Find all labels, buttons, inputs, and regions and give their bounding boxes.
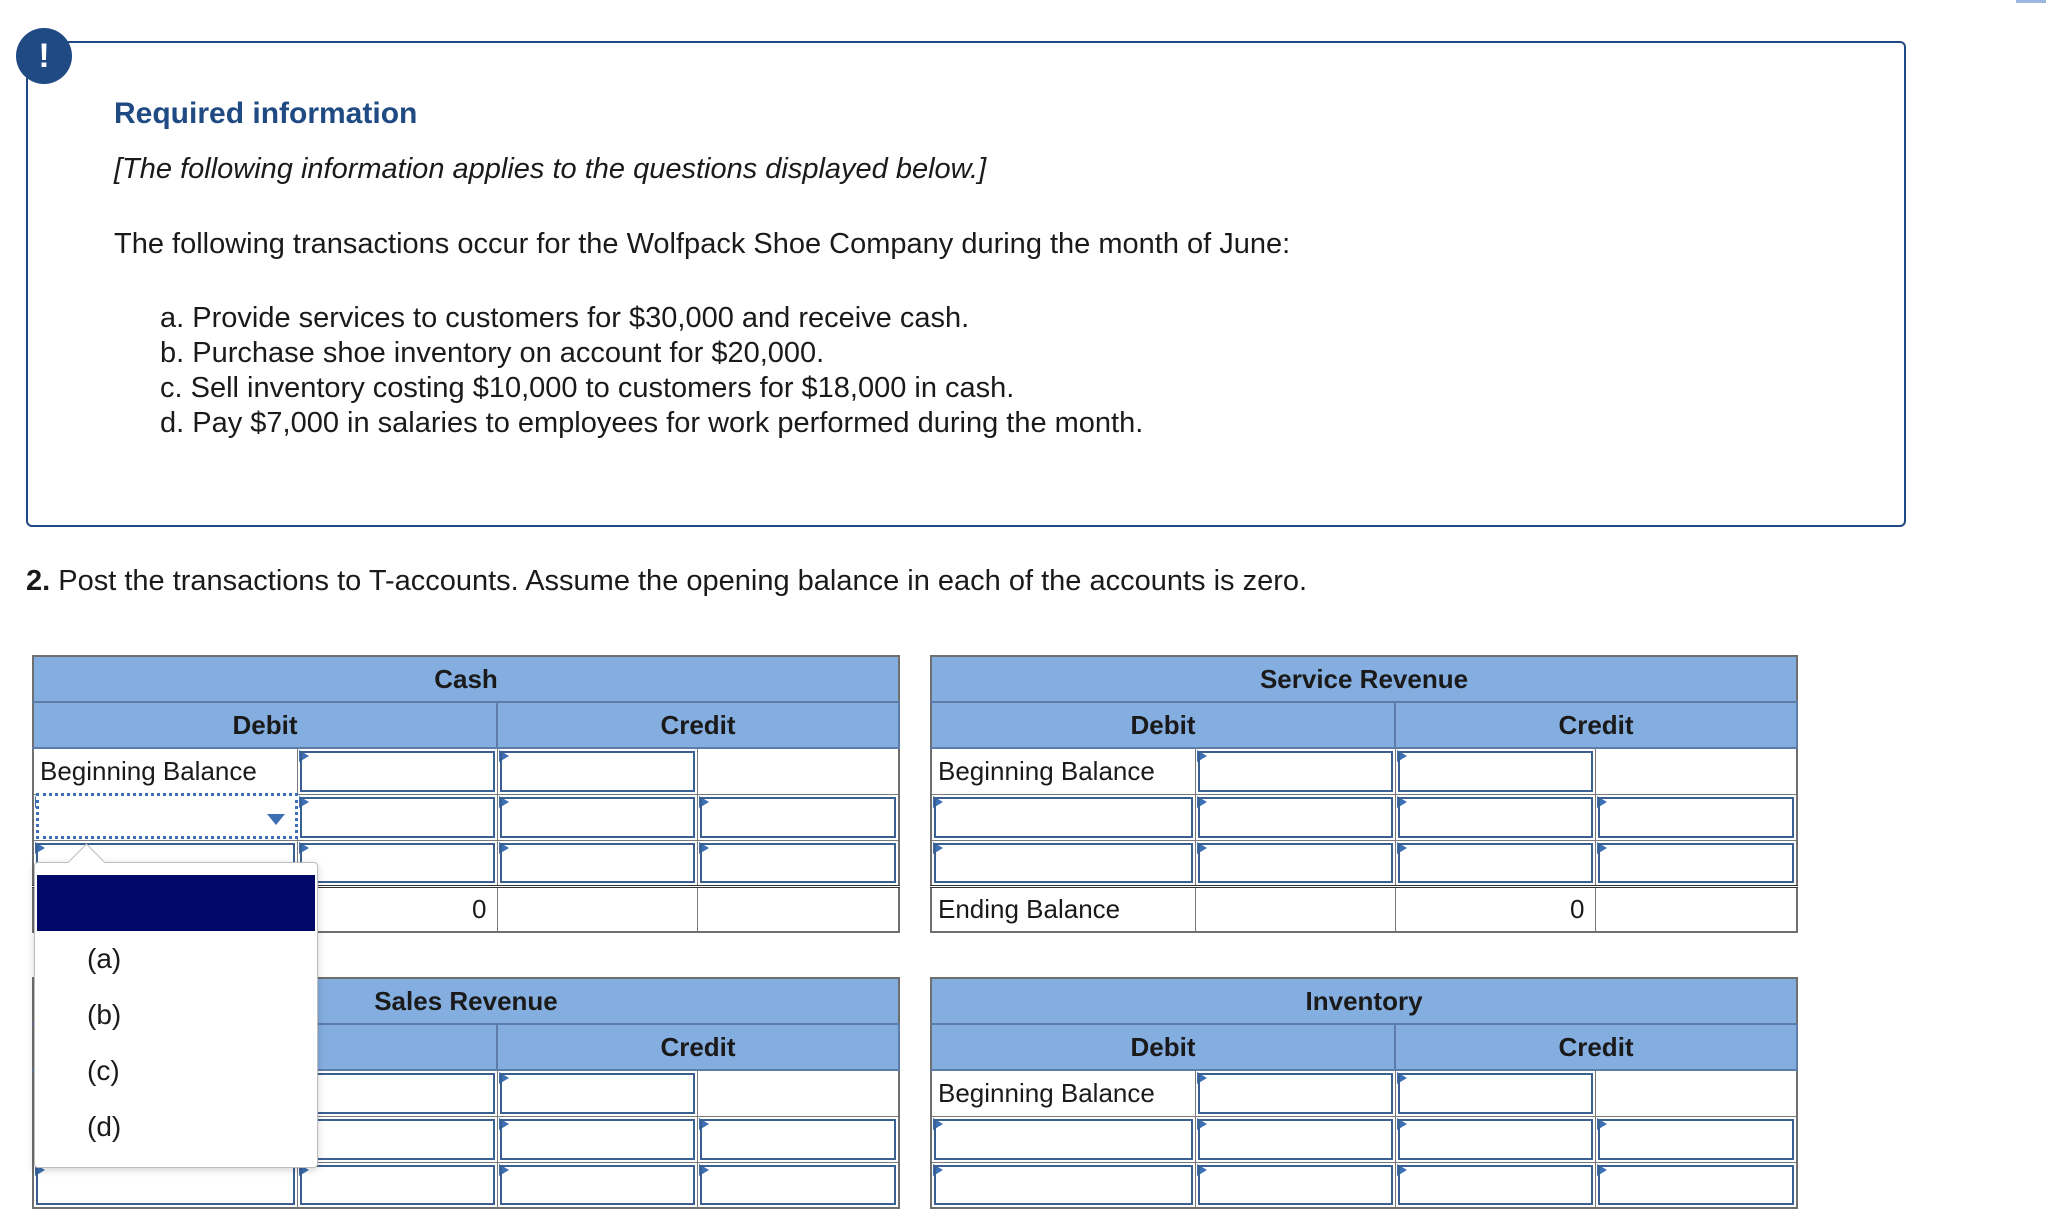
credit-amount-input[interactable] [1595,794,1797,840]
debit-ref-select[interactable] [33,1162,297,1208]
debit-amount-input[interactable] [297,1070,497,1116]
credit-ref-select[interactable] [497,1116,697,1162]
credit-amount-input[interactable] [697,840,899,886]
credit-header: Credit [497,1024,899,1070]
debit-header: Debit [931,702,1395,748]
debit-amount-input[interactable] [1195,748,1395,794]
beginning-balance-label: Beginning Balance [33,748,297,794]
credit-ref-select[interactable] [1395,1070,1595,1116]
credit-ref-select[interactable] [1395,840,1595,886]
credit-ref-select[interactable] [497,840,697,886]
transaction-ref-dropdown[interactable] [36,793,298,839]
chevron-down-icon[interactable] [267,814,285,825]
credit-amount-cell [697,1070,899,1116]
transaction-list [114,301,1904,441]
debit-ref-select[interactable] [931,1162,1195,1208]
debit-amount-input[interactable] [297,840,497,886]
credit-ref-select[interactable] [497,748,697,794]
credit-ref-select[interactable] [1395,748,1595,794]
service-revenue-t-account [930,655,1798,933]
credit-header: Credit [1395,702,1797,748]
debit-amount-input[interactable] [1195,1116,1395,1162]
ending-debit-cell [1195,886,1395,932]
credit-amount-input[interactable] [1595,1162,1797,1208]
debit-amount-input[interactable] [297,1162,497,1208]
transaction-item: d. Pay $7,000 in salaries to employees for work performed during the month. [160,407,1144,439]
debit-amount-input[interactable] [1195,1070,1395,1116]
transaction-item: a. Provide services to customers for $30,000 and receive cash. [160,302,970,334]
account-title: Service Revenue [931,656,1797,702]
inventory-t-account [930,977,1798,1209]
credit-amount-cell [1595,748,1797,794]
credit-ref-select[interactable] [497,1162,697,1208]
debit-header: Debit [33,702,497,748]
debit-amount-input[interactable] [297,1116,497,1162]
dropdown-option-blank[interactable] [37,875,315,931]
credit-amount-input[interactable] [697,794,899,840]
ending-balance-value: 0 [1395,886,1595,932]
dropdown-option[interactable]: (b) [87,999,122,1030]
question-text [26,565,1307,598]
debit-ref-select[interactable] [931,1116,1195,1162]
info-title: Required information [114,97,418,130]
ending-balance-value: 0 [297,886,497,932]
debit-amount-input[interactable] [297,794,497,840]
dropdown-option[interactable]: (a) [87,943,122,974]
credit-ref-select[interactable] [1395,1162,1595,1208]
question-body: Post the transactions to T-accounts. Assume the opening balance in each of the accounts is zero. [50,565,1308,597]
account-title: Inventory [931,978,1797,1024]
credit-amount-input[interactable] [697,1116,899,1162]
credit-amount-cell [1595,1070,1797,1116]
dropdown-option[interactable]: (c) [87,1055,120,1086]
debit-amount-input[interactable] [1195,840,1395,886]
credit-header: Credit [497,702,899,748]
credit-ref-select[interactable] [1395,794,1595,840]
dropdown-option[interactable]: (d) [87,1111,122,1142]
credit-amount-input[interactable] [1595,840,1797,886]
credit-amount-input[interactable] [1595,1116,1797,1162]
exclamation-icon: ! [16,28,72,84]
account-title: Sales Revenue [33,978,899,1024]
credit-amount-input[interactable] [697,1162,899,1208]
credit-ref-select[interactable] [1395,1116,1595,1162]
info-intro: The following transactions occur for the Wolfpack Shoe Company during the month of June: [114,228,1291,260]
credit-ref-select[interactable] [497,1070,697,1116]
transaction-item: c. Sell inventory costing $10,000 to customers for $18,000 in cash. [160,372,1015,404]
transaction-item: b. Purchase shoe inventory on account for $20,000. [160,337,825,369]
question-number: 2. [26,565,51,597]
debit-amount-input[interactable] [1195,794,1395,840]
credit-ref-select[interactable] [497,794,697,840]
dropdown-options-list [34,862,318,1168]
ending-credit-cell [497,886,697,932]
debit-ref-select[interactable] [931,794,1195,840]
credit-header: Credit [1395,1024,1797,1070]
required-information-box [26,41,1906,527]
debit-header: Debit [931,1024,1395,1070]
ending-balance-label: Ending Balance [931,886,1195,932]
debit-ref-select[interactable] [931,840,1195,886]
scroll-indicator [2016,0,2046,3]
account-title: Cash [33,656,899,702]
info-note: [The following information applies to the questions displayed below.] [114,153,987,185]
beginning-balance-label: Beginning Balance [931,748,1195,794]
beginning-balance-label: Beginning Balance [931,1070,1195,1116]
debit-amount-input[interactable] [297,748,497,794]
ending-credit-cell [697,886,899,932]
credit-amount-cell [697,748,899,794]
ending-credit-cell [1595,886,1797,932]
debit-amount-input[interactable] [1195,1162,1395,1208]
